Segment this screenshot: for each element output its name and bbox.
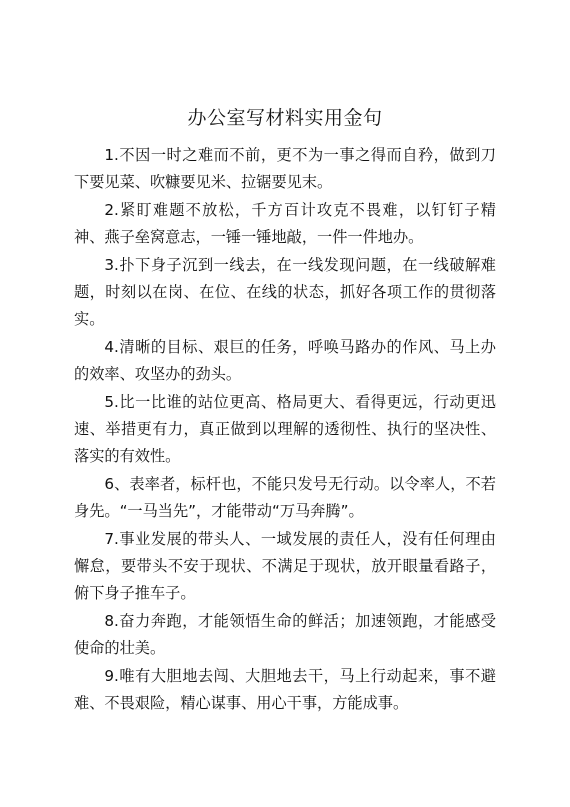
document-title: 办公室写材料实用金句 — [187, 107, 383, 129]
paragraph-7: 7.事业发展的带头人、一域发展的责任人，没有任何理由懈怠，要带头不安于现状、不满足于现状，放开眼量看路子，俯下身子推车子。 — [74, 530, 496, 602]
paragraph-8: 8.奋力奔跑，才能领悟生命的鲜活；加速领跑，才能感受使命的壮美。 — [74, 612, 496, 657]
paragraph-1: 1.不因一时之难而不前，更不为一事之得而自矜，做到刀下要见菜、吹糠要见米、拉锯要见末。 — [74, 146, 496, 191]
paragraph-2: 2.紧盯难题不放松，千方百计攻克不畏难，以钉钉子精神、燕子垒窝意志，一锤一锤地敲，一件一件地办。 — [74, 201, 496, 246]
paragraph-9: 9.唯有大胆地去闯、大胆地去干，马上行动起来，事不避难、不畏艰险，精心谋事、用心干事，方能成事。 — [74, 667, 496, 712]
paragraph-3: 3.扑下身子沉到一线去，在一线发现问题，在一线破解难题，时刻以在岗、在位、在线的状态，抓好各项工作的贯彻落实。 — [74, 256, 496, 328]
paragraph-4: 4.清晰的目标、艰巨的任务，呼唤马路办的作风、马上办的效率、攻坚办的劲头。 — [74, 338, 496, 383]
paragraph-6: 6、表率者，标杆也，不能只发号无行动。以令率人，不若身先。“一马当先”，才能带动“万马奔腾”。 — [74, 475, 496, 520]
paragraph-5: 5.比一比谁的站位更高、格局更大、看得更远，行动更迅速、举措更有力，真正做到以理解的透彻性、执行的坚决性、落实的有效性。 — [74, 393, 496, 465]
